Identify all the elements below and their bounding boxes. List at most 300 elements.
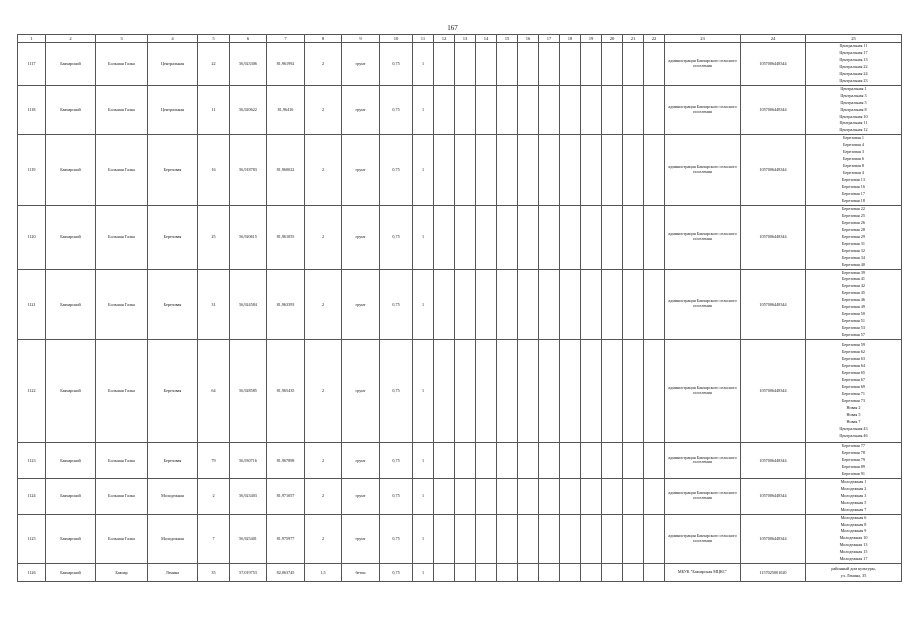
- address-item: Березовая 78: [842, 449, 865, 455]
- cell-street: Березовая: [148, 135, 198, 206]
- address-item: Березовая 67: [842, 377, 865, 383]
- column-header: 4: [148, 35, 198, 43]
- cell-empty: [602, 564, 623, 582]
- address-item: Березовая 53: [842, 325, 865, 331]
- address-item: Новая 7: [846, 418, 861, 424]
- address-item: Центральная 24: [839, 70, 868, 76]
- cell-c11: 1: [413, 135, 434, 206]
- cell-empty: [623, 478, 644, 514]
- cell-c11: 1: [413, 478, 434, 514]
- address-item: Березовая 17: [842, 191, 865, 197]
- cell-empty: [644, 85, 665, 135]
- cell-house: 35: [198, 564, 230, 582]
- cell-district: Бакчарский: [46, 478, 96, 514]
- column-header: 10: [380, 35, 413, 43]
- cell-empty: [476, 43, 497, 86]
- address-item: Березовая 28: [842, 226, 865, 232]
- address-item: Молодежная 1: [840, 478, 867, 484]
- address-item: Центральная 46: [839, 432, 868, 438]
- address-item: ул. Ленина, 35: [840, 572, 867, 578]
- cell-ogrn: 1057006448344: [741, 269, 806, 340]
- cell-served-addresses: [806, 478, 902, 514]
- cell-empty: [644, 478, 665, 514]
- cell-empty: [476, 85, 497, 135]
- cell-surface: грунт: [342, 443, 380, 479]
- cell-empty: [560, 478, 581, 514]
- cell-c10: 0,75: [380, 85, 413, 135]
- address-item: Березовая 4: [843, 170, 864, 176]
- cell-empty: [518, 478, 539, 514]
- address-item: Березовая 63: [842, 356, 865, 362]
- cell-c10: 0,75: [380, 205, 413, 269]
- cell-street: Березовая: [148, 443, 198, 479]
- cell-empty: [539, 43, 560, 86]
- cell-house: 7: [198, 514, 230, 564]
- cell-empty: [497, 85, 518, 135]
- cell-surface: грунт: [342, 478, 380, 514]
- address-item: Березовая 57: [842, 332, 865, 338]
- cell-empty: [602, 340, 623, 443]
- cell-house: 16: [198, 135, 230, 206]
- table-row: [18, 564, 902, 582]
- cell-empty: [581, 564, 602, 582]
- address-item: Березовая 31: [842, 240, 865, 246]
- column-header: 22: [644, 35, 665, 43]
- cell-surface: грунт: [342, 205, 380, 269]
- cell-c10: 0,75: [380, 514, 413, 564]
- cell-empty: [518, 85, 539, 135]
- cell-empty: [476, 443, 497, 479]
- table-row: [18, 43, 902, 86]
- cell-empty: [455, 205, 476, 269]
- cell-house: 64: [198, 340, 230, 443]
- cell-c8: 2: [305, 443, 342, 479]
- address-item: Центральная 10: [839, 113, 868, 119]
- address-item: Центральная 11: [839, 120, 868, 126]
- cell-empty: [476, 205, 497, 269]
- cell-empty: [497, 443, 518, 479]
- cell-empty: [476, 269, 497, 340]
- cell-empty: [539, 340, 560, 443]
- cell-empty: [539, 478, 560, 514]
- cell-organization: администрация Бакчарского сельского поселения: [665, 443, 741, 479]
- cell-empty: [581, 443, 602, 479]
- column-header: 18: [560, 35, 581, 43]
- cell-empty: [434, 205, 455, 269]
- column-header: 6: [230, 35, 267, 43]
- address-item: Березовая 79: [842, 456, 865, 462]
- cell-ogrn: 1057006448344: [741, 514, 806, 564]
- table-row: [18, 340, 902, 443]
- cell-settlement: Большая Галка: [96, 514, 148, 564]
- cell-empty: [434, 564, 455, 582]
- cell-surface: грунт: [342, 340, 380, 443]
- address-item: Молодежная 13: [839, 542, 868, 548]
- cell-empty: [539, 564, 560, 582]
- cell-id: 1120: [18, 205, 46, 269]
- address-item: Березовая 51: [842, 318, 865, 324]
- address-item: Центральная 8: [840, 106, 867, 112]
- column-header: 20: [602, 35, 623, 43]
- cell-empty: [455, 478, 476, 514]
- cell-street: Ленина: [148, 564, 198, 582]
- cell-lat: 56,923306: [230, 43, 267, 86]
- cell-empty: [581, 205, 602, 269]
- cell-empty: [581, 478, 602, 514]
- cell-empty: [581, 514, 602, 564]
- cell-empty: [497, 269, 518, 340]
- cell-empty: [623, 340, 644, 443]
- cell-house: 22: [198, 43, 230, 86]
- cell-district: Бакчарский: [46, 340, 96, 443]
- cell-district: Бакчарский: [46, 564, 96, 582]
- address-item: Березовая 64: [842, 363, 865, 369]
- cell-empty: [518, 514, 539, 564]
- cell-lon: 81,971057: [267, 478, 305, 514]
- cell-lat: 56,928585: [230, 340, 267, 443]
- cell-organization: администрация Бакчарского сельского поселения: [665, 43, 741, 86]
- cell-empty: [434, 43, 455, 86]
- address-item: Центральная 17: [839, 49, 868, 55]
- cell-empty: [602, 43, 623, 86]
- cell-empty: [602, 443, 623, 479]
- cell-empty: [623, 514, 644, 564]
- cell-empty: [623, 43, 644, 86]
- cell-lat: 56,924584: [230, 269, 267, 340]
- column-header: 13: [455, 35, 476, 43]
- address-item: Центральная 5: [840, 99, 867, 105]
- table-row: [18, 269, 902, 340]
- column-header: 11: [413, 35, 434, 43]
- cell-c10: 0,75: [380, 564, 413, 582]
- cell-lat: 56,923403: [230, 478, 267, 514]
- cell-empty: [644, 43, 665, 86]
- cell-empty: [518, 43, 539, 86]
- column-header: 2: [46, 35, 96, 43]
- cell-empty: [497, 564, 518, 582]
- address-item: Березовая 32: [842, 247, 865, 253]
- cell-settlement: Большая Галка: [96, 85, 148, 135]
- cell-served-addresses: [806, 340, 902, 443]
- address-item: Березовая 8: [843, 163, 864, 169]
- cell-empty: [623, 443, 644, 479]
- address-item: Березовая 69: [842, 384, 865, 390]
- cell-lon: 81,965435: [267, 340, 305, 443]
- cell-c11: 1: [413, 340, 434, 443]
- cell-empty: [476, 340, 497, 443]
- cell-empty: [434, 85, 455, 135]
- cell-settlement: Бакчар: [96, 564, 148, 582]
- cell-empty: [560, 85, 581, 135]
- cell-id: 1121: [18, 269, 46, 340]
- column-header: 14: [476, 35, 497, 43]
- cell-id: 1118: [18, 85, 46, 135]
- address-item: Березовая 34: [842, 254, 865, 260]
- cell-empty: [455, 43, 476, 86]
- address-item: Березовая 59: [842, 342, 865, 348]
- column-header: 8: [305, 35, 342, 43]
- address-item: Березовая 4: [843, 142, 864, 148]
- cell-district: Бакчарский: [46, 205, 96, 269]
- cell-street: Центральная: [148, 43, 198, 86]
- cell-empty: [539, 514, 560, 564]
- table-row: [18, 478, 902, 514]
- column-header: 15: [497, 35, 518, 43]
- cell-lat: 56,925401: [230, 514, 267, 564]
- address-item: Березовая 41: [842, 276, 865, 282]
- cell-empty: [518, 443, 539, 479]
- cell-empty: [434, 478, 455, 514]
- cell-empty: [602, 135, 623, 206]
- cell-district: Бакчарский: [46, 514, 96, 564]
- address-item: Березовая 62: [842, 349, 865, 355]
- column-header: 3: [96, 35, 148, 43]
- cell-empty: [539, 443, 560, 479]
- address-item: Молодежная 7: [840, 506, 867, 512]
- address-item: Молодежная 15: [839, 549, 868, 555]
- column-header: 23: [665, 35, 741, 43]
- cell-empty: [623, 205, 644, 269]
- cell-organization: администрация Бакчарского сельского поселения: [665, 478, 741, 514]
- address-item: Молодежная 6: [840, 514, 867, 520]
- address-item: Березовая 18: [842, 197, 865, 203]
- cell-house: 2: [198, 478, 230, 514]
- cell-empty: [623, 85, 644, 135]
- cell-empty: [539, 135, 560, 206]
- cell-lon: 81,961055: [267, 205, 305, 269]
- cell-empty: [455, 85, 476, 135]
- cell-house: 79: [198, 443, 230, 479]
- address-item: Березовая 16: [842, 184, 865, 190]
- cell-served-addresses: [806, 205, 902, 269]
- cell-empty: [644, 205, 665, 269]
- address-item: Березовая 50: [842, 311, 865, 317]
- cell-c10: 0,75: [380, 43, 413, 86]
- cell-lat: 57,019753: [230, 564, 267, 582]
- header-row: [18, 35, 902, 43]
- cell-c10: 0,75: [380, 478, 413, 514]
- cell-empty: [434, 135, 455, 206]
- cell-empty: [602, 514, 623, 564]
- cell-empty: [455, 135, 476, 206]
- cell-street: Березовая: [148, 205, 198, 269]
- cell-empty: [518, 135, 539, 206]
- cell-surface: грунт: [342, 43, 380, 86]
- table-row: [18, 514, 902, 564]
- cell-district: Бакчарский: [46, 443, 96, 479]
- address-item: Березовая 26: [842, 219, 865, 225]
- cell-empty: [581, 340, 602, 443]
- cell-lat: 56,920622: [230, 85, 267, 135]
- cell-empty: [434, 269, 455, 340]
- cell-empty: [581, 135, 602, 206]
- cell-organization: администрация Бакчарского сельского поселения: [665, 135, 741, 206]
- cell-empty: [518, 205, 539, 269]
- cell-empty: [560, 205, 581, 269]
- cell-empty: [602, 269, 623, 340]
- cell-empty: [455, 269, 476, 340]
- table-body: [18, 35, 902, 582]
- column-header: 17: [539, 35, 560, 43]
- cell-empty: [623, 564, 644, 582]
- cell-c8: 2: [305, 43, 342, 86]
- cell-settlement: Большая Галка: [96, 43, 148, 86]
- column-header: 7: [267, 35, 305, 43]
- cell-empty: [476, 478, 497, 514]
- cell-c8: 2: [305, 514, 342, 564]
- cell-c11: 1: [413, 564, 434, 582]
- cell-empty: [560, 443, 581, 479]
- address-item: Центральная 13: [839, 56, 868, 62]
- address-item: Березовая 65: [842, 370, 865, 376]
- cell-id: 1125: [18, 514, 46, 564]
- column-header: 24: [741, 35, 806, 43]
- cell-c8: 2: [305, 269, 342, 340]
- cell-empty: [497, 43, 518, 86]
- cell-empty: [560, 135, 581, 206]
- cell-c8: 2: [305, 205, 342, 269]
- cell-empty: [476, 564, 497, 582]
- cell-street: Молодежная: [148, 514, 198, 564]
- column-header: 5: [198, 35, 230, 43]
- cell-lon: 81,961992: [267, 43, 305, 86]
- column-header: 12: [434, 35, 455, 43]
- cell-lon: 81,963393: [267, 269, 305, 340]
- column-header: 9: [342, 35, 380, 43]
- cell-empty: [539, 269, 560, 340]
- address-item: Молодежная 17: [839, 556, 868, 562]
- cell-empty: [497, 340, 518, 443]
- column-header: 25: [806, 35, 902, 43]
- cell-empty: [644, 443, 665, 479]
- address-item: Новая 2: [846, 404, 861, 410]
- cell-empty: [455, 443, 476, 479]
- cell-district: Бакчарский: [46, 85, 96, 135]
- address-item: Березовая 3: [843, 149, 864, 155]
- cell-ogrn: 1057006448344: [741, 135, 806, 206]
- cell-ogrn: 1057006448344: [741, 85, 806, 135]
- cell-ogrn: 1057006448344: [741, 443, 806, 479]
- column-header: 21: [623, 35, 644, 43]
- cell-surface: грунт: [342, 514, 380, 564]
- address-item: Березовая 29: [842, 233, 865, 239]
- cell-empty: [518, 340, 539, 443]
- cell-lon: 81,96416: [267, 85, 305, 135]
- cell-house: 25: [198, 205, 230, 269]
- address-item: Молодежная 5: [840, 499, 867, 505]
- address-item: Центральная 23: [839, 77, 868, 83]
- cell-empty: [644, 269, 665, 340]
- cell-empty: [476, 514, 497, 564]
- cell-c10: 0,75: [380, 135, 413, 206]
- cell-ogrn: 1057006448344: [741, 478, 806, 514]
- cell-empty: [581, 43, 602, 86]
- address-item: Березовая 91: [842, 470, 865, 476]
- cell-served-addresses: [806, 564, 902, 582]
- cell-empty: [455, 340, 476, 443]
- cell-id: 1123: [18, 443, 46, 479]
- cell-ogrn: 1057006448344: [741, 43, 806, 86]
- column-header: 1: [18, 35, 46, 43]
- cell-lon: 81,967898: [267, 443, 305, 479]
- cell-empty: [434, 514, 455, 564]
- address-item: Березовая 39: [842, 269, 865, 275]
- cell-lon: 82,063745: [267, 564, 305, 582]
- address-item: Березовая 13: [842, 177, 865, 183]
- address-item: Березовая 22: [842, 205, 865, 211]
- cell-c11: 1: [413, 205, 434, 269]
- cell-empty: [581, 269, 602, 340]
- cell-ogrn: 1057006448344: [741, 205, 806, 269]
- cell-district: Бакчарский: [46, 43, 96, 86]
- cell-empty: [560, 43, 581, 86]
- cell-empty: [560, 269, 581, 340]
- address-item: Молодежная 8: [840, 521, 867, 527]
- address-item: Центральная 12: [839, 127, 868, 133]
- address-item: Березовая 46: [842, 297, 865, 303]
- cell-empty: [644, 514, 665, 564]
- cell-organization: администрация Бакчарского сельского поселения: [665, 205, 741, 269]
- address-item: Центральная 3: [840, 92, 867, 98]
- cell-c11: 1: [413, 269, 434, 340]
- cell-id: 1119: [18, 135, 46, 206]
- cell-empty: [434, 340, 455, 443]
- cell-empty: [497, 514, 518, 564]
- cell-empty: [644, 564, 665, 582]
- cell-c8: 1,5: [305, 564, 342, 582]
- cell-settlement: Большая Галка: [96, 340, 148, 443]
- address-item: Березовая 25: [842, 212, 865, 218]
- cell-house: 11: [198, 85, 230, 135]
- cell-served-addresses: [806, 443, 902, 479]
- cell-organization: МБУК "Бакчарская МЦКС": [665, 564, 741, 582]
- address-item: Молодежная 2: [840, 485, 867, 491]
- cell-empty: [602, 85, 623, 135]
- cell-empty: [497, 205, 518, 269]
- cell-c10: 0,75: [380, 269, 413, 340]
- cell-c8: 2: [305, 85, 342, 135]
- cell-empty: [539, 205, 560, 269]
- address-item: Березовая 40: [842, 261, 865, 267]
- column-header: 19: [581, 35, 602, 43]
- cell-served-addresses: [806, 85, 902, 135]
- cell-empty: [497, 135, 518, 206]
- cell-house: 31: [198, 269, 230, 340]
- cell-empty: [497, 478, 518, 514]
- cell-lat: 56,920615: [230, 205, 267, 269]
- cell-empty: [434, 443, 455, 479]
- cell-surface: бетон: [342, 564, 380, 582]
- cell-c8: 2: [305, 478, 342, 514]
- cell-street: Центральная: [148, 85, 198, 135]
- cell-c11: 1: [413, 514, 434, 564]
- address-item: Центральная 11: [839, 43, 868, 48]
- cell-settlement: Большая Галка: [96, 443, 148, 479]
- cell-empty: [644, 340, 665, 443]
- cell-id: 1117: [18, 43, 46, 86]
- cell-empty: [602, 478, 623, 514]
- cell-served-addresses: [806, 135, 902, 206]
- cell-served-addresses: [806, 514, 902, 564]
- cell-organization: администрация Бакчарского сельского поселения: [665, 269, 741, 340]
- cell-ogrn: 1057006448344: [741, 340, 806, 443]
- cell-empty: [602, 205, 623, 269]
- cell-lat: 56,918783: [230, 135, 267, 206]
- cell-c10: 0,75: [380, 443, 413, 479]
- address-item: Молодежная 9: [840, 528, 867, 534]
- cell-surface: грунт: [342, 269, 380, 340]
- address-item: Березовая 45: [842, 290, 865, 296]
